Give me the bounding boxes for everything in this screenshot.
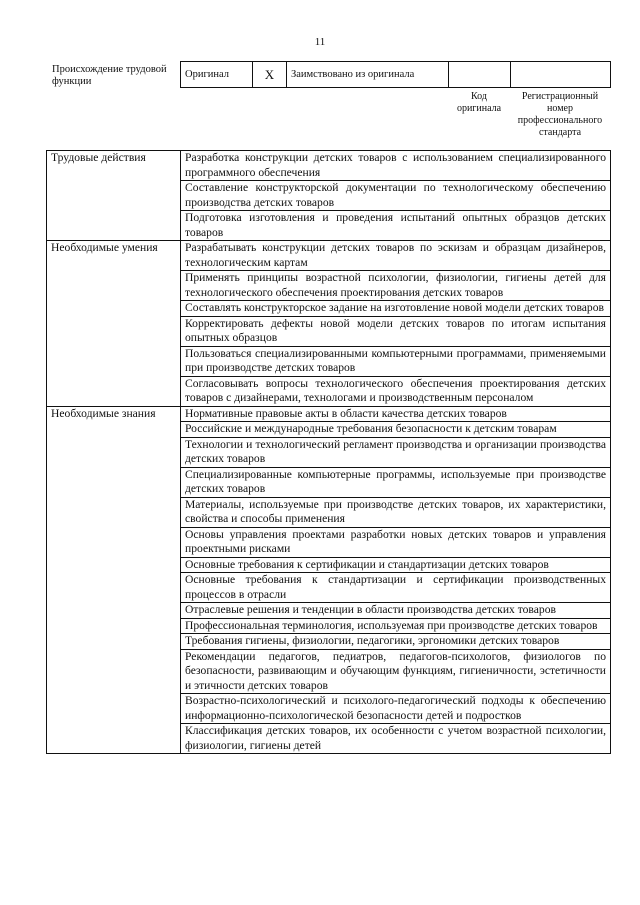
code-label: Код оригинала xyxy=(456,91,502,114)
section-item: Пользоваться специализированными компьютерными программами, применяемыми при производстве детских товаров xyxy=(181,346,611,376)
section-item: Специализированные компьютерные программы, используемые при производстве детских товаров xyxy=(181,467,611,497)
section-title: Необходимые знания xyxy=(47,406,181,754)
original-mark: X xyxy=(253,62,287,88)
section-item: Рекомендации педагогов, педиатров, педагогов-психологов, физиологов по безопасности, развивающим и обучающим функциям, гигиеничности, эстетичности и этичности детских товаров xyxy=(181,649,611,694)
function-table xyxy=(46,150,611,754)
section-item: Материалы, используемые при производстве детских товаров, их характеристики, свойства и способы применения xyxy=(181,497,611,527)
section-item: Российские и международные требования безопасности к детским товарам xyxy=(181,422,611,438)
section-item: Основные требования к стандартизации и сертификации производственных процессов в отрасли xyxy=(181,573,611,603)
section-item: Разрабатывать конструкции детских товаров по эскизам и образцам дизайнеров, технологическим картам xyxy=(181,241,611,271)
reg-number-cell xyxy=(511,62,611,88)
section-item: Технологии и технологический регламент производства и организации производства детских товаров xyxy=(181,437,611,467)
section-title: Необходимые умения xyxy=(47,241,181,407)
section-title: Трудовые действия xyxy=(47,151,181,241)
section-item: Основные требования к сертификации и стандартизации детских товаров xyxy=(181,557,611,573)
section-item: Разработка конструкции детских товаров с использованием специализированного программного обеспечения xyxy=(181,151,611,181)
table-row xyxy=(47,151,611,181)
section-item: Составлять конструкторское задание на изготовление новой модели детских товаров xyxy=(181,301,611,317)
section-item: Составление конструкторской документации по технологическому обеспечению производства детских товаров xyxy=(181,181,611,211)
section-item: Отраслевые решения и тенденции в области производства детских товаров xyxy=(181,603,611,619)
table-row xyxy=(47,406,611,422)
origin-label: Происхождение трудовой функции xyxy=(52,64,167,87)
section-item: Нормативные правовые акты в области качества детских товаров xyxy=(181,406,611,422)
section-item: Применять принципы возрастной психологии, физиологии, гигиены детей для технологического обеспечения проектирования детских товаров xyxy=(181,271,611,301)
section-item: Классификация детских товаров, их особенности с учетом возрастной психологии, физиологии, гигиены детей xyxy=(181,724,611,754)
origin-table xyxy=(180,61,611,88)
section-item: Согласовывать вопросы технологического обеспечения проектирования детских товаров с дизайнерами, технологами и производственным персоналом xyxy=(181,376,611,406)
table-row xyxy=(47,241,611,271)
code-cell xyxy=(449,62,511,88)
section-item: Основы управления проектами разработки новых детских товаров и управления проектными рисками xyxy=(181,527,611,557)
page-number: 11 xyxy=(314,36,326,48)
section-item: Профессиональная терминология, используемая при производстве детских товаров xyxy=(181,618,611,634)
original-cell: Оригинал xyxy=(181,62,253,88)
section-item: Возрастно-психологический и психолого-педагогический подходы к обеспечению информационно-психологической безопасности детей и подростков xyxy=(181,694,611,724)
section-item: Требования гигиены, физиологии, педагогики, эргономики детских товаров xyxy=(181,634,611,650)
section-item: Корректировать дефекты новой модели детских товаров по итогам испытания опытных образцов xyxy=(181,316,611,346)
borrowed-cell: Заимствовано из оригинала xyxy=(287,62,449,88)
reg-number-label: Регистрационный номер профессионального стандарта xyxy=(517,91,603,138)
section-item: Подготовка изготовления и проведения испытаний опытных образцов детских товаров xyxy=(181,211,611,241)
